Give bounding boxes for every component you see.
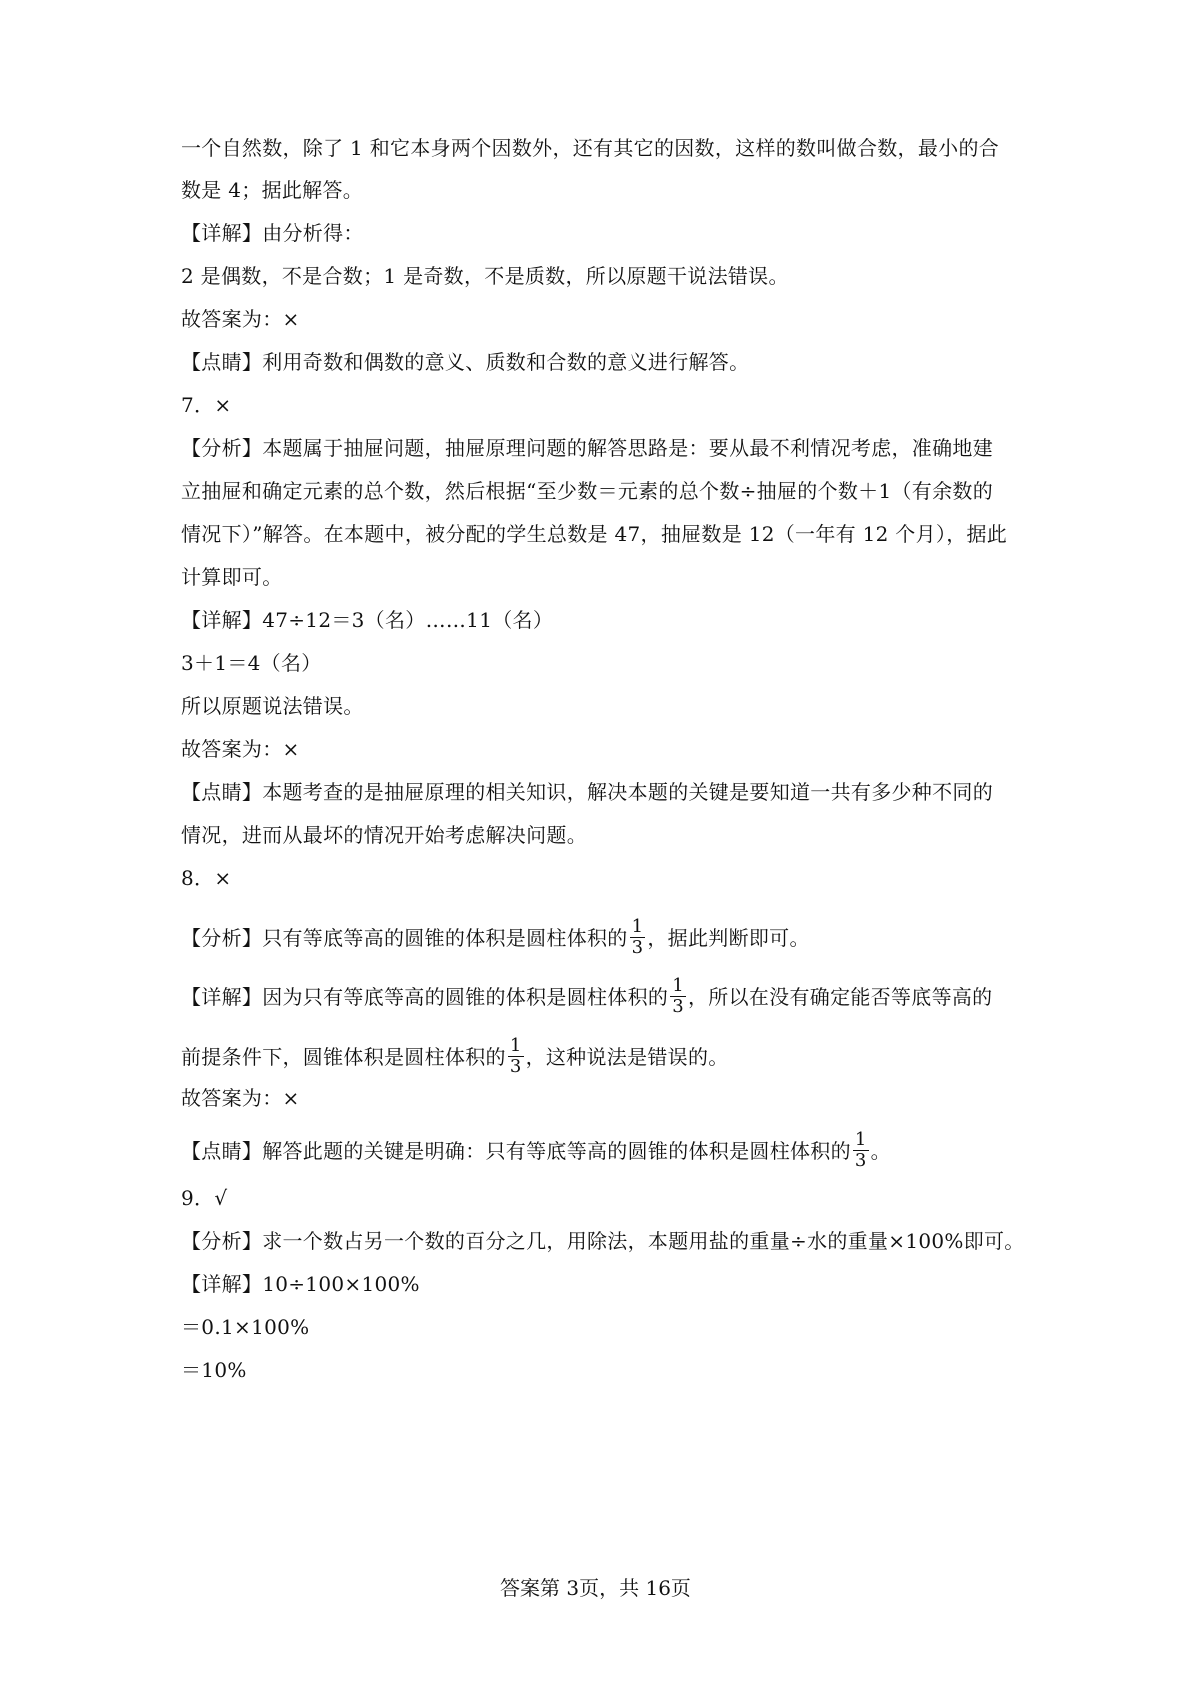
- text-line: 故答案为：×: [181, 737, 300, 761]
- fraction: [508, 1036, 524, 1077]
- text-line: 情况，进而从最坏的情况开始考虑解决问题。: [181, 823, 587, 847]
- text-segment: 。: [870, 1139, 891, 1163]
- fraction-numerator: 1: [854, 1129, 867, 1150]
- text-segment: ，这种说法是错误的。: [525, 1045, 729, 1069]
- fraction-numerator: 1: [631, 916, 644, 937]
- text-line: 立抽屉和确定元素的总个数，然后根据“至少数＝元素的总个数÷抽屉的个数＋1（有余数的: [181, 479, 994, 503]
- text-line: 【详解】由分析得：: [181, 221, 364, 245]
- text-line-with-fraction: [181, 1129, 891, 1173]
- text-line: 一个自然数，除了 1 和它本身两个因数外，还有其它的因数，这样的数叫做合数，最小的合: [181, 136, 1000, 160]
- text-segment: 【点睛】解答此题的关键是明确：只有等底等高的圆锥的体积是圆柱体积的: [181, 1139, 851, 1163]
- text-line: ＝10%: [181, 1358, 247, 1382]
- fraction-denominator: 3: [631, 937, 644, 958]
- text-line: 【点睛】利用奇数和偶数的意义、质数和合数的意义进行解答。: [181, 350, 750, 374]
- text-line: 故答案为：×: [181, 1086, 300, 1110]
- text-line: 【详解】47÷12＝3（名）……11（名）: [181, 608, 554, 632]
- fraction-denominator: 3: [509, 1056, 522, 1077]
- question-number: 8．×: [181, 866, 232, 890]
- text-line: 所以原题说法错误。: [181, 694, 364, 718]
- fraction-denominator: 3: [854, 1150, 867, 1171]
- fraction: [630, 917, 646, 958]
- text-segment: ，所以在没有确定能否等底等高的: [687, 985, 993, 1009]
- text-line: 2 是偶数，不是合数；1 是奇数，不是质数，所以原题干说法错误。: [181, 264, 789, 288]
- text-line: 数是 4；据此解答。: [181, 178, 364, 202]
- text-segment: ，据此判断即可。: [647, 926, 810, 950]
- fraction-numerator: 1: [672, 975, 684, 996]
- text-segment: 【详解】因为只有等底等高的圆锥的体积是圆柱体积的: [181, 985, 669, 1009]
- fraction: [853, 1130, 869, 1171]
- text-line: ＝0.1×100%: [181, 1315, 310, 1339]
- question-number: 7．×: [181, 393, 232, 417]
- question-number: 9．√: [181, 1186, 228, 1210]
- text-line: 情况下）”解答。在本题中，被分配的学生总数是 47，抽屉数是 12（一年有 12 个月），据此: [181, 522, 1008, 546]
- text-line: 【分析】本题属于抽屉问题，抽屉原理问题的解答思路是：要从最不利情况考虑，准确地建: [181, 436, 993, 460]
- text-line: 计算即可。: [181, 565, 283, 589]
- fraction: [670, 976, 686, 1017]
- text-segment: 前提条件下，圆锥体积是圆柱体积的: [181, 1045, 506, 1069]
- text-line-with-fraction: [181, 916, 810, 960]
- text-line: 故答案为：×: [181, 307, 300, 331]
- page-footer: 答案第 3页，共 16页: [500, 1576, 691, 1600]
- text-line: 【详解】10÷100×100%: [181, 1272, 420, 1296]
- fraction-denominator: 3: [672, 996, 684, 1017]
- text-line: 【点睛】本题考查的是抽屉原理的相关知识，解决本题的关键是要知道一共有多少种不同的: [181, 780, 993, 804]
- text-line: 3＋1＝4（名）: [181, 651, 322, 675]
- fraction-numerator: 1: [509, 1035, 522, 1056]
- text-line: 【分析】求一个数占另一个数的百分之几，用除法，本题用盐的重量÷水的重量×100%即可。: [181, 1229, 1025, 1253]
- text-line-with-fraction: [181, 1035, 729, 1079]
- text-segment: 【分析】只有等底等高的圆锥的体积是圆柱体积的: [181, 926, 628, 950]
- text-line-with-fraction: [181, 975, 993, 1019]
